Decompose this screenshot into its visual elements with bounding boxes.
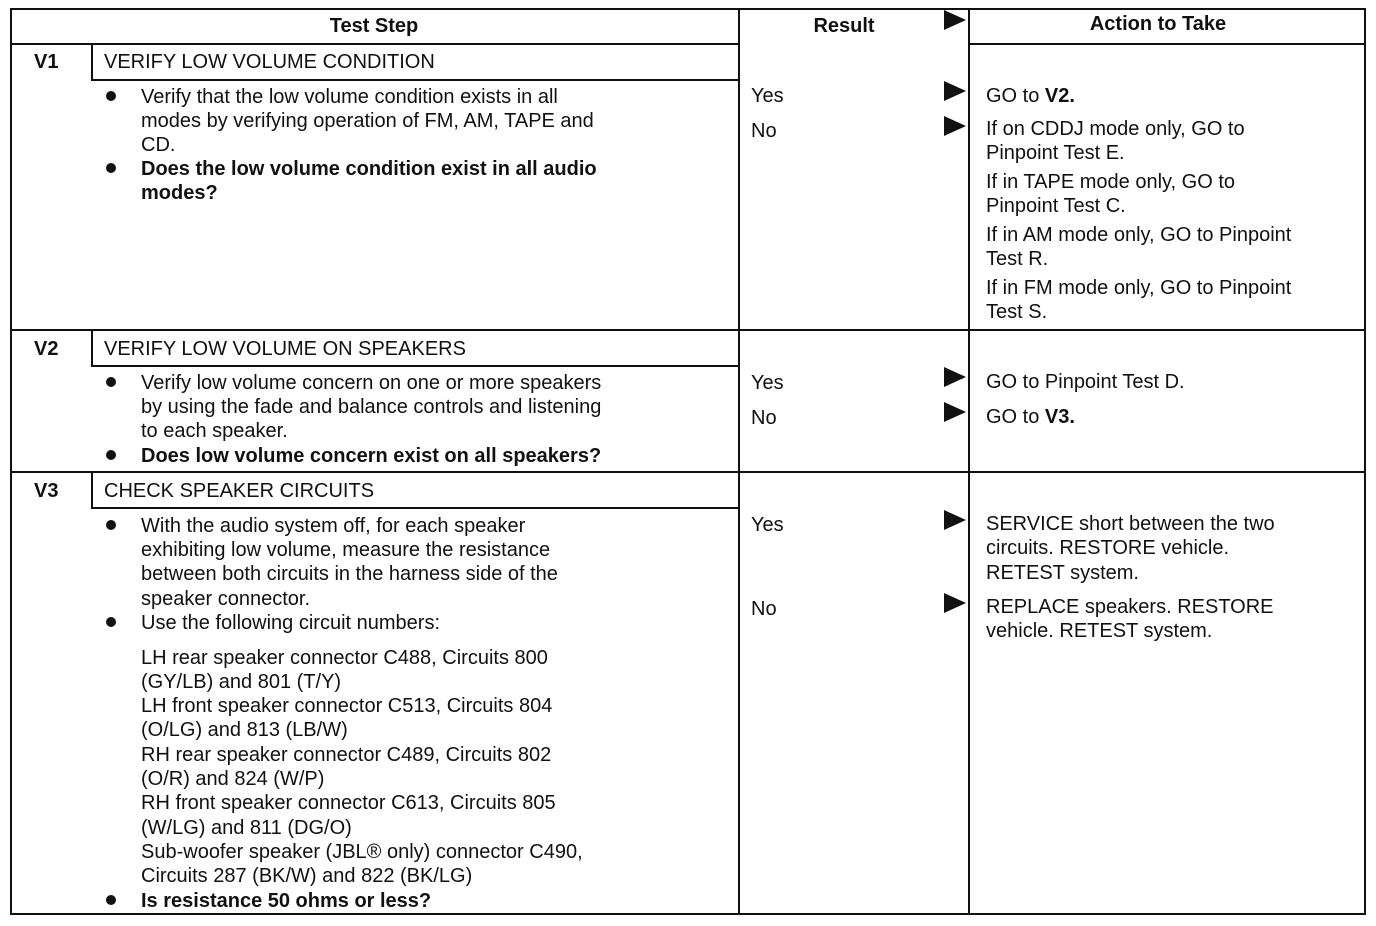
title-divider: [91, 507, 738, 509]
title-divider: [91, 79, 738, 81]
step-id-v3: V3: [34, 480, 59, 502]
v1-yes-action: GO to V2.: [986, 85, 1075, 107]
v3-circuit-line-5: RH rear speaker connector C489, Circuits 802: [141, 744, 552, 766]
header-divider: [10, 43, 738, 45]
v3-step-2: Use the following circuit numbers:: [141, 612, 441, 634]
v3-step-1-line-2: exhibiting low volume, measure the resistance: [141, 539, 551, 561]
v1-step-1-line-2: modes by verifying operation of FM, AM, TAPE and: [141, 110, 594, 132]
v1-step-1-line-1: Verify that the low volume condition exists in all: [141, 86, 558, 108]
bullet-icon: [106, 617, 116, 627]
v2-step-1-line-2: by using the fade and balance controls and listening: [141, 396, 602, 418]
v1-no-action-3-line-1: If in AM mode only, GO to Pinpoint: [986, 224, 1292, 246]
v1-no-action-4-line-1: If in FM mode only, GO to Pinpoint: [986, 277, 1292, 299]
v3-circuit-line-10: Circuits 287 (BK/W) and 822 (BK/LG): [141, 865, 473, 887]
step-title-v1: VERIFY LOW VOLUME CONDITION: [104, 51, 435, 73]
v2-question: Does low volume concern exist on all speakers?: [141, 445, 602, 467]
v2-result-no: No: [751, 407, 777, 429]
v3-yes-action-line-1: SERVICE short between the two: [986, 513, 1275, 535]
v2-no-action: GO to V3.: [986, 406, 1075, 428]
v3-step-1-line-4: speaker connector.: [141, 588, 310, 610]
arrow-right-icon: [944, 510, 966, 530]
step-id-v1: V1: [34, 51, 59, 73]
v1-no-action-1-line-2: Pinpoint Test E.: [986, 142, 1125, 164]
v3-no-action-line-1: REPLACE speakers. RESTORE: [986, 596, 1274, 618]
v3-circuit-line-9: Sub-woofer speaker (JBL® only) connector C490,: [141, 841, 583, 863]
header-divider: [968, 43, 1366, 45]
v2-result-yes: Yes: [751, 372, 784, 394]
arrow-right-icon: [944, 402, 966, 422]
v1-step-1-line-3: CD.: [141, 134, 176, 156]
v1-question-line-1: Does the low volume condition exist in all audio: [141, 158, 597, 180]
v1-no-action-4-line-2: Test S.: [986, 301, 1048, 323]
arrow-right-icon: [944, 81, 966, 101]
v3-yes-action-line-2: circuits. RESTORE vehicle.: [986, 537, 1230, 559]
v3-yes-action-line-3: RETEST system.: [986, 562, 1139, 584]
v3-step-1-line-1: With the audio system off, for each speaker: [141, 515, 526, 537]
v1-result-yes: Yes: [751, 85, 784, 107]
v3-step-1-line-3: between both circuits in the harness side of the: [141, 563, 558, 585]
row-divider: [10, 329, 1366, 331]
v2-step-1-line-3: to each speaker.: [141, 420, 288, 442]
v3-question: Is resistance 50 ohms or less?: [141, 890, 432, 912]
v3-circuit-line-3: LH front speaker connector C513, Circuits 804: [141, 695, 553, 717]
v3-circuit-line-2: (GY/LB) and 801 (T/Y): [141, 671, 342, 693]
bullet-icon: [106, 377, 116, 387]
v3-circuit-line-7: RH front speaker connector C613, Circuits 805: [141, 792, 556, 814]
v2-yes-action: GO to Pinpoint Test D.: [986, 371, 1185, 393]
arrow-right-icon: [944, 116, 966, 136]
header-action: Action to Take: [1089, 13, 1227, 35]
v2-step-1-line-1: Verify low volume concern on one or more speakers: [141, 372, 602, 394]
bullet-icon: [106, 91, 116, 101]
bullet-icon: [106, 450, 116, 460]
step-title-v3: CHECK SPEAKER CIRCUITS: [104, 480, 375, 502]
v3-circuit-line-1: LH rear speaker connector C488, Circuits 800: [141, 647, 548, 669]
col-divider-step-result: [738, 8, 740, 915]
col-divider-id-title: [91, 44, 93, 80]
title-divider: [91, 365, 738, 367]
v3-circuit-line-6: (O/R) and 824 (W/P): [141, 768, 325, 790]
v3-result-no: No: [751, 598, 777, 620]
bullet-icon: [106, 163, 116, 173]
v1-no-action-2-line-1: If in TAPE mode only, GO to: [986, 171, 1235, 193]
step-title-v2: VERIFY LOW VOLUME ON SPEAKERS: [104, 338, 466, 360]
row-divider: [10, 471, 1366, 473]
v1-no-action-1-line-1: If on CDDJ mode only, GO to: [986, 118, 1245, 140]
v1-no-action-3-line-2: Test R.: [986, 248, 1049, 270]
arrow-right-icon: [944, 367, 966, 387]
col-divider-id-title: [91, 472, 93, 508]
bullet-icon: [106, 520, 116, 530]
col-divider-result-action: [968, 8, 970, 915]
bullet-icon: [106, 895, 116, 905]
v1-no-action-2-line-2: Pinpoint Test C.: [986, 195, 1126, 217]
v3-circuit-line-8: (W/LG) and 811 (DG/O): [141, 817, 352, 839]
v3-no-action-line-2: vehicle. RETEST system.: [986, 620, 1213, 642]
v1-question-line-2: modes?: [141, 182, 218, 204]
step-id-v2: V2: [34, 338, 59, 360]
v3-result-yes: Yes: [751, 514, 784, 536]
header-test-step: Test Step: [329, 15, 419, 37]
header-arrow-icon: [944, 10, 966, 30]
arrow-right-icon: [944, 593, 966, 613]
header-result: Result: [813, 15, 875, 37]
col-divider-id-title: [91, 330, 93, 366]
v1-result-no: No: [751, 120, 777, 142]
v3-circuit-line-4: (O/LG) and 813 (LB/W): [141, 719, 348, 741]
